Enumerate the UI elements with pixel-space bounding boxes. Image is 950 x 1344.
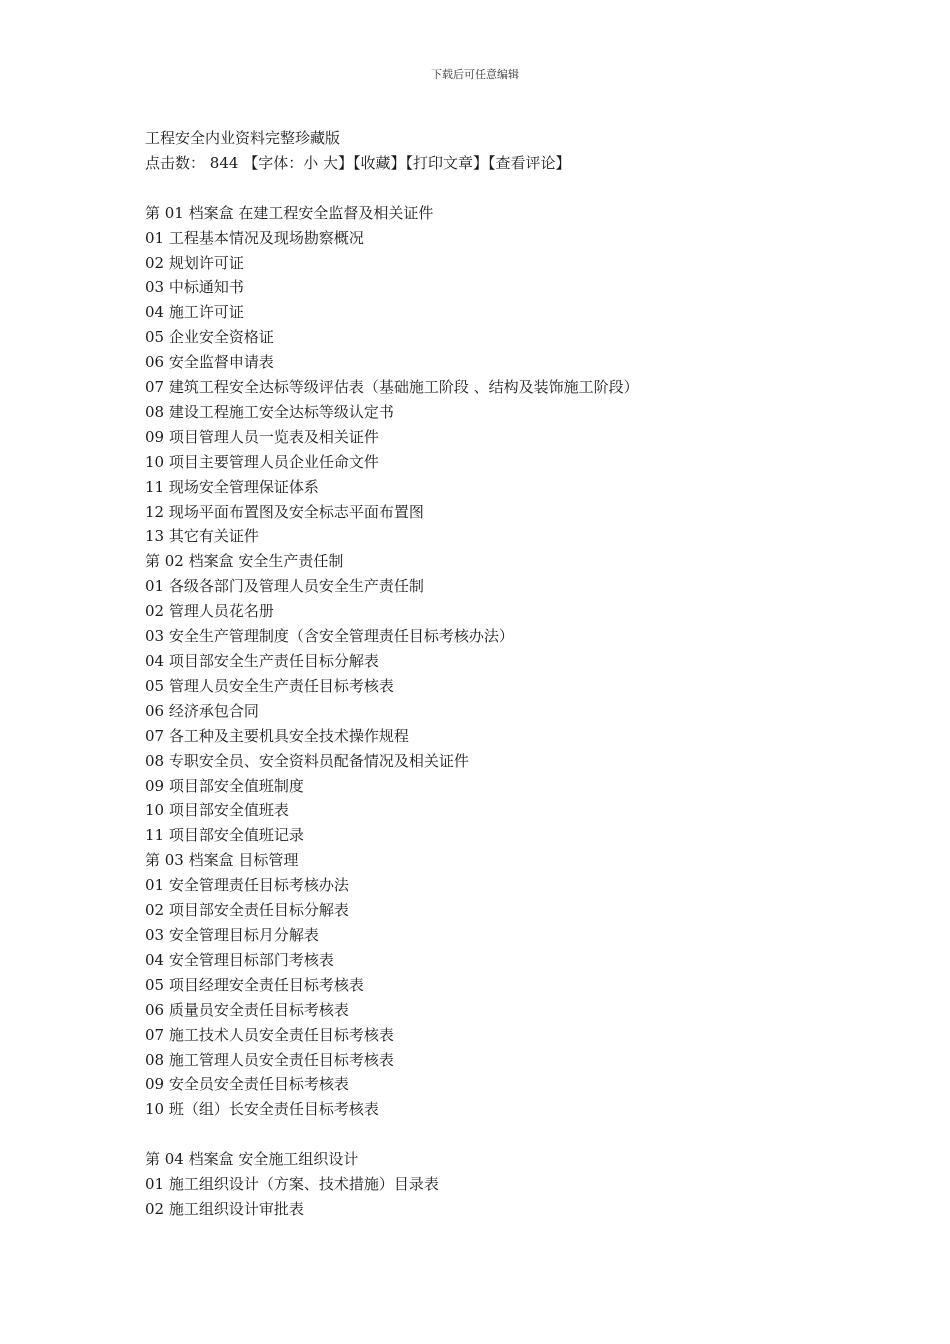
list-item: 09 项目部安全值班制度: [145, 776, 304, 795]
document-body: [145, 126, 845, 1222]
list-item: 02 规划许可证: [145, 253, 244, 272]
section-01: [145, 201, 845, 550]
list-item: 01 施工组织设计（方案、技术措施）目录表: [145, 1175, 439, 1194]
list-item: 07 各工种及主要机具安全技术操作规程: [145, 726, 409, 745]
list-item: 03 安全管理目标月分解表: [145, 925, 319, 944]
list-item: 08 建设工程施工安全达标等级认定书: [145, 402, 394, 421]
list-item: 10 项目主要管理人员企业任命文件: [145, 452, 379, 471]
list-item: 06 安全监督申请表: [145, 353, 274, 372]
section-heading: 第 03 档案盒 目标管理: [145, 851, 299, 870]
list-item: 13 其它有关证件: [145, 527, 259, 546]
section-02: [145, 549, 845, 848]
list-item: 02 项目部安全责任目标分解表: [145, 901, 349, 920]
list-item: 10 项目部安全值班表: [145, 801, 289, 820]
list-item: 05 管理人员安全生产责任目标考核表: [145, 676, 394, 695]
article-meta: [145, 151, 845, 176]
list-item: 08 施工管理人员安全责任目标考核表: [145, 1050, 394, 1069]
spacer: [145, 1122, 845, 1147]
favorite-link[interactable]: 【收藏】: [353, 153, 406, 172]
list-item: 04 安全管理目标部门考核表: [145, 950, 334, 969]
list-item: 08 专职安全员、安全资料员配备情况及相关证件: [145, 751, 469, 770]
list-item: 12 现场平面布置图及安全标志平面布置图: [145, 502, 424, 521]
section-heading: 第 04 档案盒 安全施工组织设计: [145, 1150, 359, 1169]
spacer: [145, 176, 845, 201]
list-item: 07 建筑工程安全达标等级评估表（基础施工阶段 、结构及装饰施工阶段）: [145, 378, 639, 397]
list-item: 09 安全员安全责任目标考核表: [145, 1075, 349, 1094]
document-title: 工程安全内业资料完整珍藏版: [145, 129, 341, 147]
font-size-link[interactable]: 【字体：小 大】: [243, 153, 353, 172]
section-heading: 第 01 档案盒 在建工程安全监督及相关证件: [145, 203, 434, 222]
list-item: 06 质量员安全责任目标考核表: [145, 1000, 349, 1019]
list-item: 03 中标通知书: [145, 278, 244, 297]
section-03: [145, 848, 845, 1122]
list-item: 11 项目部安全值班记录: [145, 826, 304, 845]
list-item: 02 管理人员花名册: [145, 602, 274, 621]
list-item: 05 项目经理安全责任目标考核表: [145, 975, 364, 994]
list-item: 01 各级各部门及管理人员安全生产责任制: [145, 577, 424, 596]
comments-link[interactable]: 【查看评论】: [488, 153, 571, 172]
list-item: 01 工程基本情况及现场勘察概况: [145, 228, 364, 247]
list-item: 11 现场安全管理保证体系: [145, 477, 319, 496]
list-item: 10 班（组）长安全责任目标考核表: [145, 1100, 379, 1119]
list-item: 03 安全生产管理制度（含安全管理责任目标考核办法）: [145, 627, 514, 646]
list-item: 09 项目管理人员一览表及相关证件: [145, 427, 379, 446]
list-item: 01 安全管理责任目标考核办法: [145, 876, 349, 895]
page-header: 下载后可任意编辑: [431, 68, 519, 81]
list-item: 04 项目部安全生产责任目标分解表: [145, 652, 379, 671]
section-heading: 第 02 档案盒 安全生产责任制: [145, 552, 344, 571]
list-item: 06 经济承包合同: [145, 701, 259, 720]
list-item: 07 施工技术人员安全责任目标考核表: [145, 1025, 394, 1044]
print-link[interactable]: 【打印文章】: [405, 153, 489, 172]
clicks-count: 844: [209, 153, 239, 172]
list-item: 05 企业安全资格证: [145, 328, 274, 347]
clicks-label: 点击数：: [145, 153, 206, 172]
list-item: 02 施工组织设计审批表: [145, 1199, 304, 1218]
section-04: [145, 1147, 845, 1222]
list-item: 04 施工许可证: [145, 303, 244, 322]
